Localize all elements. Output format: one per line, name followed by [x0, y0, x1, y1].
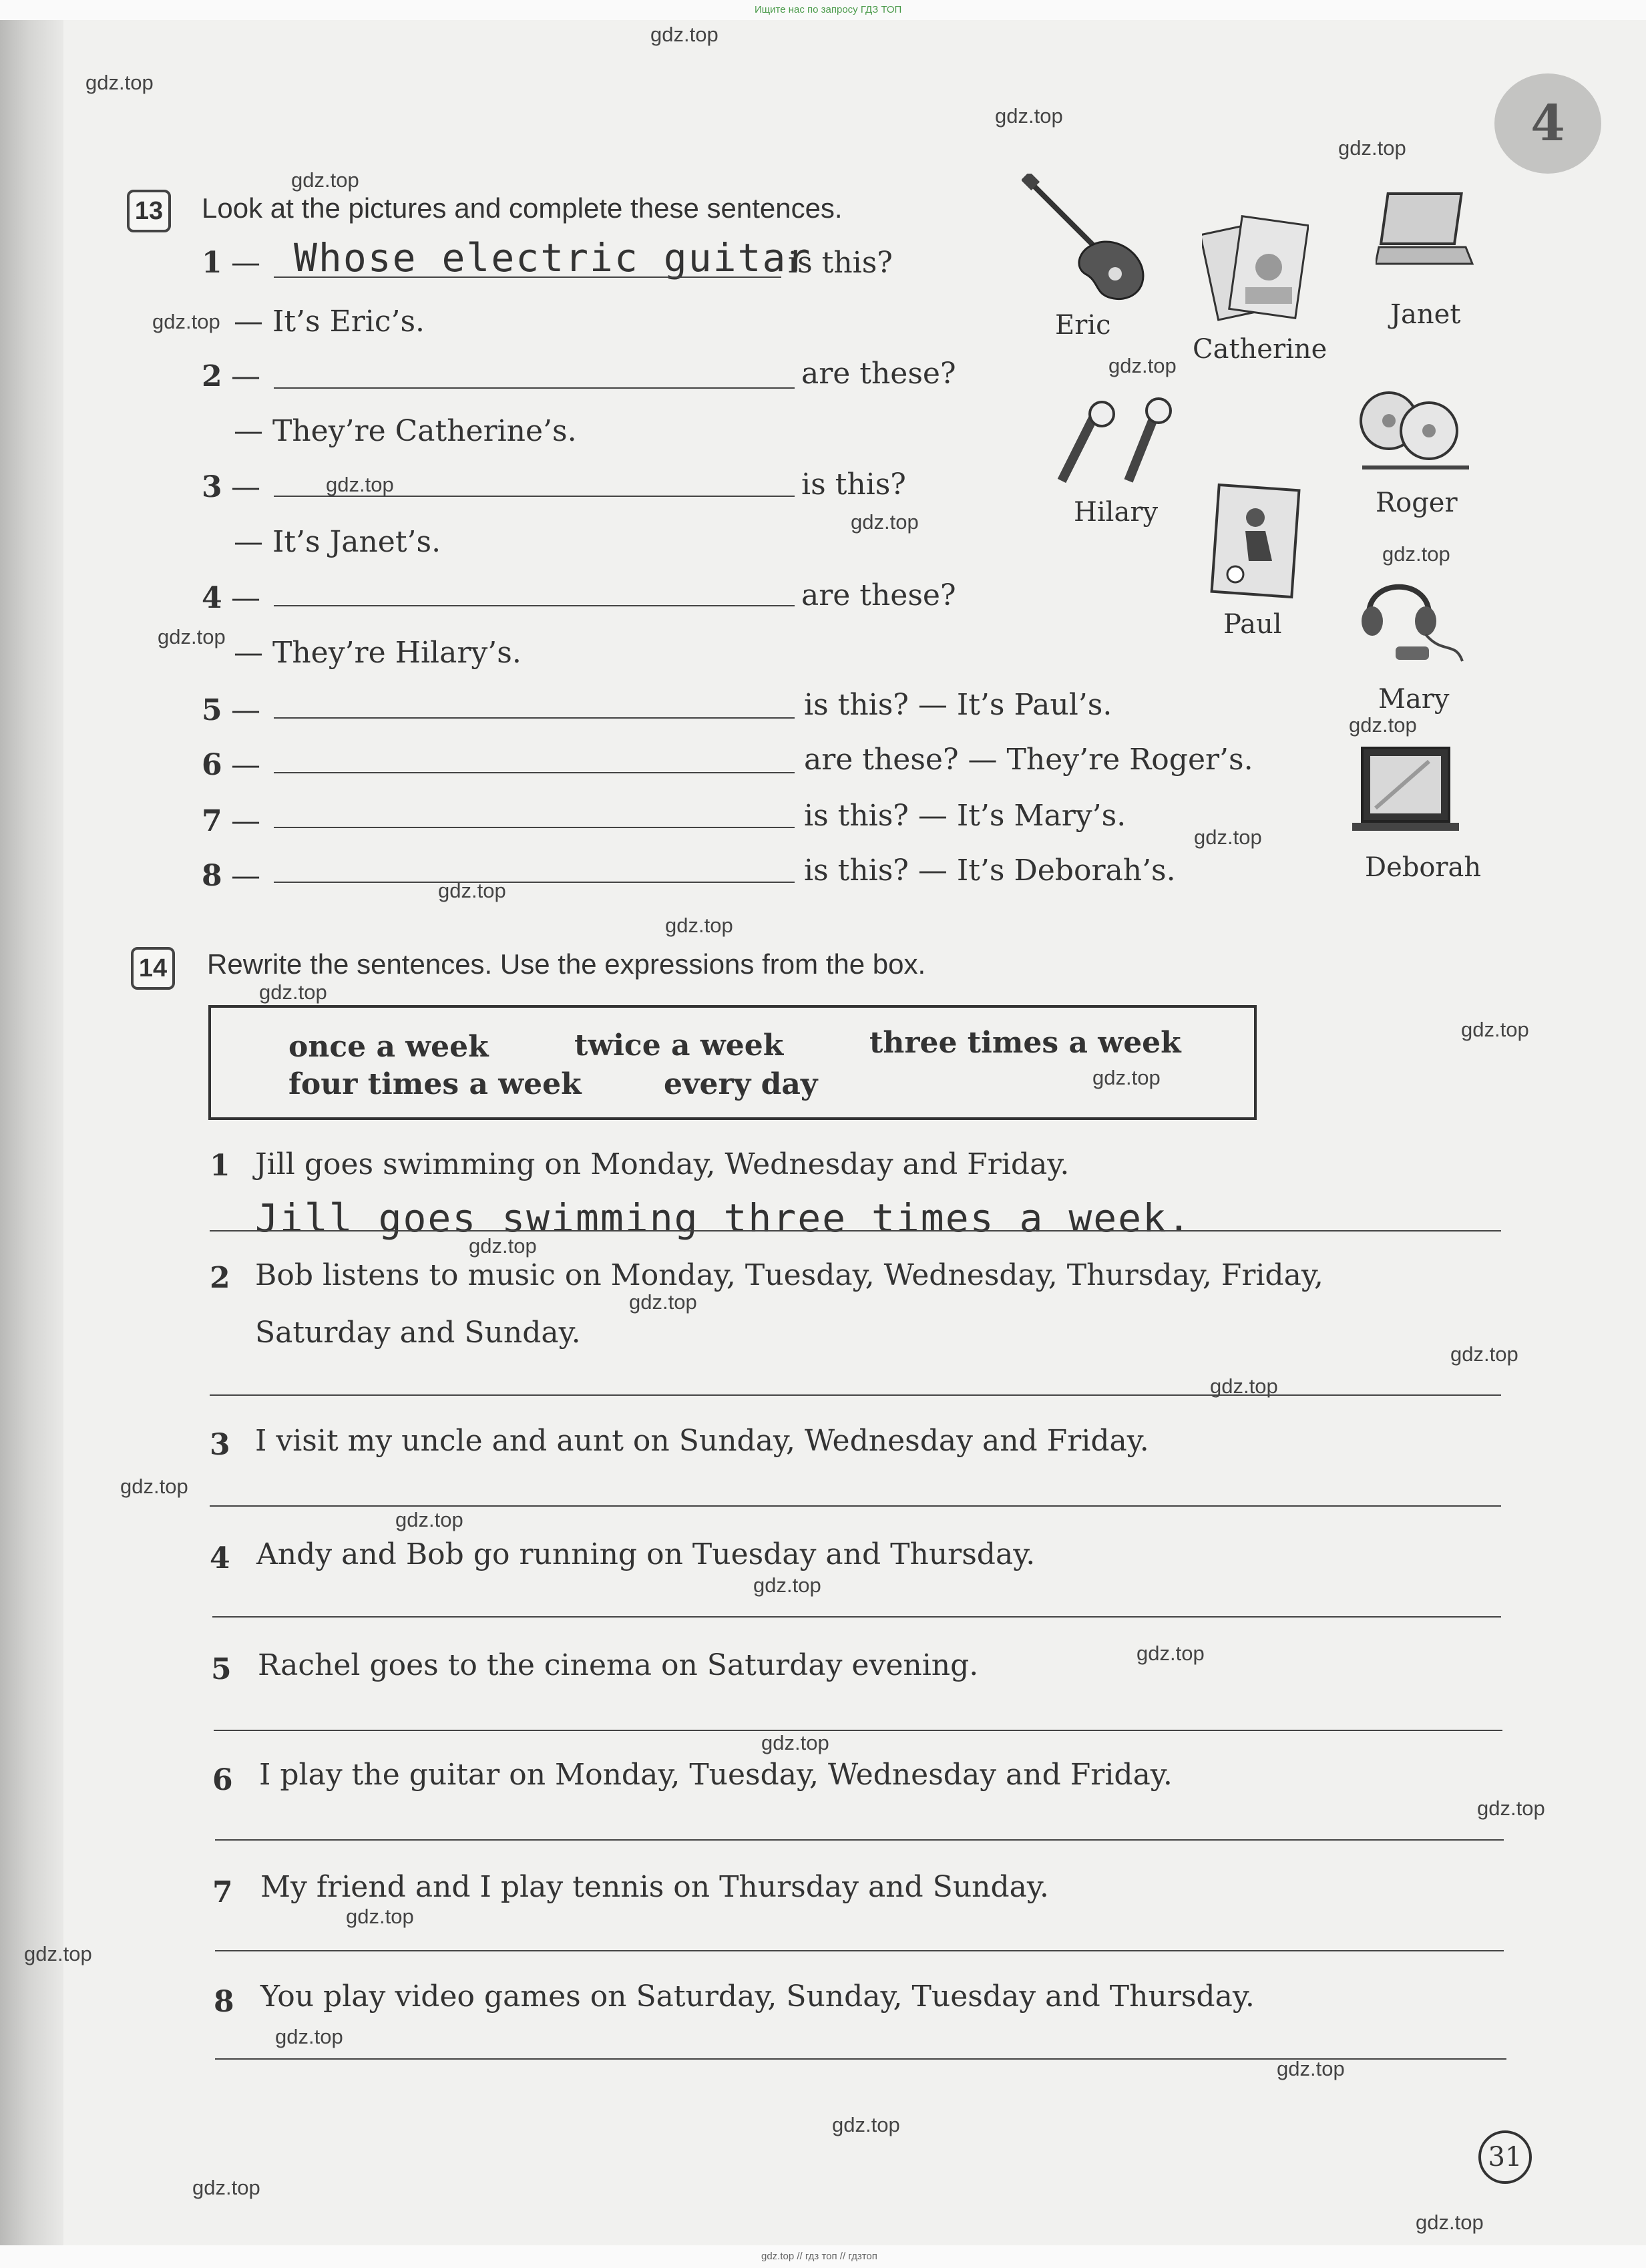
ex13-answer-line[interactable]	[274, 772, 795, 773]
watermark: gdz.top	[346, 1905, 414, 1928]
watermark: gdz.top	[995, 104, 1063, 128]
expression-item: twice a week	[574, 1028, 784, 1063]
ex13-answer-line[interactable]	[274, 882, 795, 883]
watermark: gdz.top	[326, 473, 394, 496]
exercise-13-number: 13	[127, 190, 171, 232]
football-poster-icon	[1209, 481, 1309, 601]
expression-item: three times a week	[869, 1026, 1181, 1060]
picture-label: Roger	[1376, 488, 1458, 518]
ex14-item-number: 8	[214, 1985, 234, 2019]
watermark: gdz.top	[1461, 1018, 1529, 1041]
picture-label: Janet	[1390, 299, 1461, 330]
picture-label: Deborah	[1365, 852, 1482, 883]
magazines-icon	[1202, 214, 1309, 327]
ex14-item-number: 3	[210, 1428, 230, 1462]
ex14-sentence: My friend and I play tennis on Thursday and Sunday.	[260, 1870, 1049, 1904]
ex14-answer-line[interactable]	[212, 1616, 1501, 1618]
tv-icon	[1349, 741, 1462, 841]
watermark: gdz.top	[152, 310, 220, 333]
ex13-dash: —	[231, 581, 260, 615]
watermark: gdz.top	[275, 2025, 343, 2048]
watermark: gdz.top	[1210, 1374, 1278, 1398]
ex13-question: are these?	[801, 357, 956, 391]
ex14-sentence: Andy and Bob go running on Tuesday and Thursday.	[256, 1537, 1036, 1571]
ex13-item-number: 7	[202, 804, 222, 838]
ex14-sentence: I visit my uncle and aunt on Sunday, Wednesday and Friday.	[255, 1424, 1149, 1458]
watermark: gdz.top	[1349, 713, 1417, 737]
ex14-item-number: 1	[210, 1149, 230, 1183]
ex14-sentence: Jill goes swimming on Monday, Wednesday and Friday.	[255, 1147, 1070, 1181]
electric-guitar-icon	[1022, 174, 1169, 307]
watermark: gdz.top	[832, 2113, 900, 2136]
ex14-answer-line[interactable]	[210, 1230, 1501, 1232]
bottom-note: gdz.top // гдз топ // гдзтоп	[761, 2251, 877, 2262]
ex13-reply: — It’s Eric’s.	[234, 305, 425, 339]
ex13-item-number: 5	[202, 693, 222, 727]
ex13-reply: — It’s Janet’s.	[234, 525, 441, 559]
page-number: 31	[1478, 2130, 1532, 2184]
watermark: gdz.top	[395, 1508, 463, 1531]
ex14-answer-line[interactable]	[210, 1505, 1501, 1507]
watermark: gdz.top	[629, 1290, 697, 1314]
ex13-question: is this?	[801, 467, 906, 502]
expression-item: every day	[664, 1067, 818, 1101]
ex14-item-number: 6	[212, 1763, 233, 1797]
ex13-dash: —	[231, 859, 260, 893]
watermark: gdz.top	[753, 1573, 821, 1597]
ex13-item-number: 8	[202, 859, 222, 893]
ex14-answer-line[interactable]	[214, 1730, 1502, 1731]
ex13-item-number: 6	[202, 748, 222, 782]
top-note: Ищите нас по запросу ГДЗ ТОП	[755, 4, 902, 15]
picture-label: Mary	[1378, 684, 1450, 715]
watermark: gdz.top	[1382, 542, 1450, 566]
ex13-answer-line[interactable]	[274, 827, 795, 828]
ex13-answer-line[interactable]	[274, 605, 795, 606]
ex13-item-number: 2	[202, 359, 222, 393]
ex14-answer-line[interactable]	[210, 1394, 1501, 1396]
watermark: gdz.top	[469, 1234, 537, 1258]
ex13-item-number: 4	[202, 581, 222, 615]
watermark: gdz.top	[665, 914, 733, 937]
ex13-reply: — They’re Hilary’s.	[234, 636, 522, 670]
watermark: gdz.top	[1194, 825, 1262, 849]
picture-label: Catherine	[1193, 334, 1327, 365]
ex13-question: is this? — It’s Paul’s.	[804, 688, 1112, 722]
watermark: gdz.top	[1137, 1642, 1205, 1665]
ex13-dash: —	[231, 748, 260, 782]
ex14-item-number: 5	[211, 1652, 232, 1686]
watermark: gdz.top	[158, 625, 226, 648]
picture-label: Paul	[1223, 609, 1282, 640]
watermark: gdz.top	[1277, 2057, 1345, 2080]
ex13-dash: —	[231, 359, 260, 393]
ex13-question: is this?	[788, 246, 893, 280]
watermark: gdz.top	[120, 1475, 188, 1498]
watermark: gdz.top	[24, 1942, 92, 1965]
ex14-sentence: Rachel goes to the cinema on Saturday evening.	[258, 1648, 979, 1682]
watermark: gdz.top	[438, 879, 506, 902]
ex14-sentence: Bob listens to music on Monday, Tuesday, Wednesday, Thursday, Friday,	[255, 1258, 1323, 1292]
ex13-dash: —	[231, 804, 260, 838]
ex13-question: are these? — They’re Roger’s.	[804, 743, 1253, 777]
page-gutter-shadow	[0, 0, 63, 2268]
ex14-sentence: You play video games on Saturday, Sunday, Tuesday and Thursday.	[260, 1979, 1255, 2014]
cds-icon	[1349, 381, 1476, 474]
ex13-answer-line[interactable]	[274, 387, 795, 389]
watermark: gdz.top	[1477, 1797, 1545, 1820]
ex13-answer-line[interactable]	[274, 717, 795, 719]
ex14-answer-line[interactable]	[215, 1839, 1504, 1841]
unit-badge: 4	[1494, 73, 1601, 174]
picture-label: Hilary	[1074, 497, 1159, 528]
picture-label: Eric	[1055, 310, 1111, 341]
ex13-item-number: 3	[202, 470, 222, 504]
watermark: gdz.top	[851, 510, 919, 534]
ex14-item-number: 2	[210, 1261, 230, 1295]
expression-item: once a week	[288, 1030, 489, 1064]
ex14-handwritten-answer: Jill goes swimming three times a week.	[255, 1195, 1192, 1241]
ex13-dash: —	[231, 693, 260, 727]
watches-icon	[1055, 387, 1182, 488]
watermark: gdz.top	[761, 1731, 829, 1754]
ex13-dash: —	[231, 470, 260, 504]
ex14-answer-line[interactable]	[215, 1950, 1504, 1951]
ex13-question: is this? — It’s Mary’s.	[804, 799, 1126, 833]
ex13-dash: —	[231, 246, 260, 280]
watermark: gdz.top	[259, 980, 327, 1004]
watermark: gdz.top	[650, 23, 718, 46]
ex14-item-number: 7	[212, 1875, 233, 1909]
ex14-sentence-continued: Saturday and Sunday.	[255, 1316, 581, 1350]
ex14-item-number: 4	[210, 1541, 230, 1575]
headphones-icon	[1356, 568, 1469, 668]
watermark: gdz.top	[1416, 2211, 1484, 2234]
ex13-answer-line[interactable]	[274, 276, 781, 278]
exercise-14-number: 14	[131, 947, 175, 990]
watermark: gdz.top	[192, 2176, 260, 2199]
ex13-question: is this? — It’s Deborah’s.	[804, 854, 1176, 888]
watermark: gdz.top	[1450, 1342, 1518, 1366]
ex13-item-number: 1	[202, 246, 222, 280]
laptop-icon	[1376, 187, 1476, 274]
ex13-handwritten-answer: Whose electric guitar	[294, 235, 812, 280]
watermark: gdz.top	[85, 71, 154, 94]
ex13-reply: — They’re Catherine’s.	[234, 414, 577, 448]
watermark: gdz.top	[1092, 1066, 1161, 1089]
exercise-14-instruction: Rewrite the sentences. Use the expressions from the box.	[207, 948, 926, 980]
ex14-sentence: I play the guitar on Monday, Tuesday, Wednesday and Friday.	[259, 1758, 1173, 1792]
watermark: gdz.top	[291, 168, 359, 192]
expression-item: four times a week	[288, 1067, 582, 1101]
ex13-question: are these?	[801, 578, 956, 612]
watermark: gdz.top	[1108, 354, 1177, 377]
watermark: gdz.top	[1338, 136, 1406, 160]
exercise-13-instruction: Look at the pictures and complete these sentences.	[202, 192, 843, 224]
